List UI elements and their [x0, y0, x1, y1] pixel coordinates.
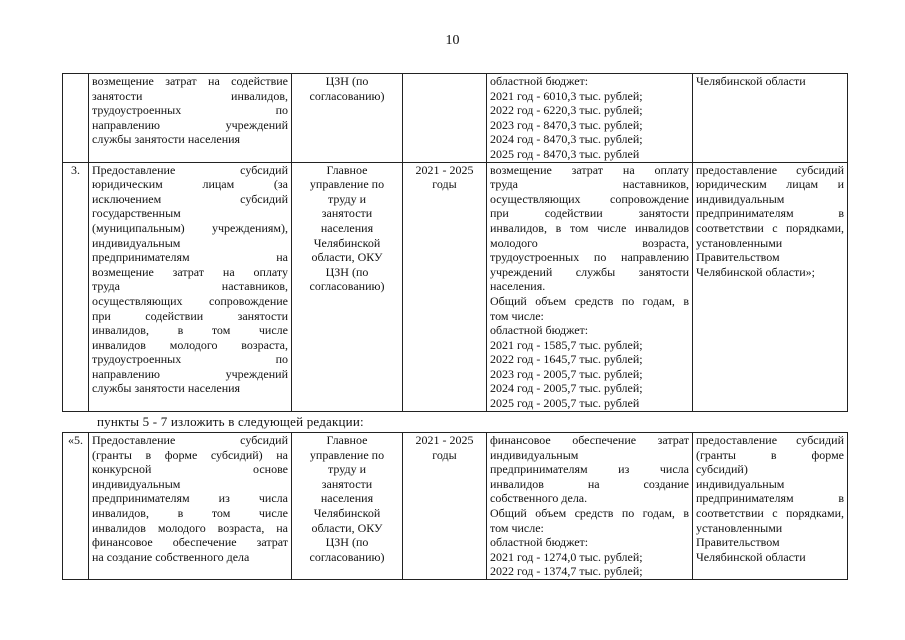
- cell-line: 2025 год - 8470,3 тыс. рублей: [490, 146, 640, 161]
- cell-line: труда наставников,: [490, 177, 689, 192]
- cell-line: финансовое обеспечение затрат: [490, 433, 689, 447]
- cell-line: управление по: [309, 447, 385, 462]
- cell-line: том числе:: [490, 308, 544, 323]
- cell-line: осуществляющих сопровождение: [490, 191, 689, 206]
- cell-line: том числе:: [490, 520, 544, 535]
- cell-line: Главное: [326, 162, 368, 177]
- cell-line: юридическим лицам (за: [92, 177, 288, 192]
- cell-line: 2022 год - 1374,7 тыс. рублей;: [490, 564, 643, 579]
- cell-line: Челябинской области»;: [696, 264, 815, 279]
- cell-line: соответствии с порядками,: [696, 505, 844, 520]
- cell-line: инвалидов, в том числе: [92, 505, 288, 520]
- period-cell: 2021 - 2025 годы: [403, 433, 487, 580]
- cell-line: Челябинской области: [696, 74, 806, 88]
- result-cell: [693, 433, 848, 580]
- cell-line: 2021 год - 1274,0 тыс. рублей;: [490, 549, 643, 564]
- cell-line: занятости инвалидов,: [92, 88, 288, 103]
- cell-line: соответствии с порядками,: [696, 220, 844, 235]
- cell-line: индивидуальным: [696, 191, 785, 206]
- cell-line: предпринимателям в: [696, 491, 844, 506]
- cell-line: 2025 год - 2005,7 тыс. рублей: [490, 396, 640, 411]
- cell-line: (гранты в форме субсидий) на: [92, 447, 288, 462]
- measures-table-bottom: [62, 432, 848, 580]
- cell-line: населения.: [490, 279, 546, 294]
- funding-cell: [487, 162, 693, 411]
- row-number-cell: [63, 74, 89, 163]
- cell-line: государственным: [92, 206, 181, 221]
- description-cell: [89, 433, 292, 580]
- cell-line: индивидуальным: [92, 235, 181, 250]
- cell-line: Челябинской: [313, 235, 381, 250]
- cell-line: возмещение затрат на оплату: [490, 162, 689, 177]
- cell-line: предоставление субсидий: [696, 162, 844, 177]
- cell-line: трудоустроенных по: [92, 352, 288, 367]
- cell-line: инвалидов молодого возраста, на: [92, 520, 288, 535]
- cell-line: населения: [320, 491, 374, 506]
- cell-line: службы занятости населения: [92, 132, 241, 147]
- cell-line: управление по: [309, 177, 385, 192]
- cell-line: труда наставников,: [92, 279, 288, 294]
- cell-line: согласованию): [309, 549, 385, 564]
- cell-line: 2022 год - 6220,3 тыс. рублей;: [490, 103, 643, 118]
- cell-line: Предоставление субсидий: [92, 162, 288, 177]
- cell-line: предпринимателям на: [92, 250, 288, 265]
- cell-line: 2024 год - 8470,3 тыс. рублей;: [490, 132, 643, 147]
- cell-line: областной бюджет:: [490, 74, 589, 88]
- cell-line: (гранты в форме: [696, 447, 844, 462]
- cell-line: конкурсной основе: [92, 462, 288, 477]
- cell-line: собственного дела.: [490, 491, 588, 506]
- page-number: 10: [445, 33, 460, 48]
- cell-line: областной бюджет:: [490, 535, 589, 550]
- table-row: [63, 74, 848, 163]
- section-heading: пункты 5 - 7 изложить в следующей редакции:: [97, 414, 364, 429]
- cell-line: финансовое обеспечение затрат: [92, 535, 288, 550]
- cell-line: возмещение затрат на содействие: [92, 74, 288, 88]
- cell-line: предпринимателям из числа: [490, 462, 689, 477]
- cell-line: предпринимателям из числа: [92, 491, 288, 506]
- cell-line: ЦЗН (по: [325, 74, 369, 88]
- cell-line: учреждений службы занятости: [490, 264, 689, 279]
- cell-line: труду и: [327, 462, 366, 477]
- cell-line: (муниципальным) учреждениям),: [92, 220, 288, 235]
- row-number-cell: «5.: [63, 433, 89, 580]
- cell-line: юридическим лицам и: [696, 177, 844, 192]
- cell-line: 2022 год - 1645,7 тыс. рублей;: [490, 352, 643, 367]
- cell-line: инвалидов молодого возраста,: [92, 337, 288, 352]
- funding-cell: [487, 74, 693, 163]
- cell-line: Предоставление субсидий: [92, 433, 288, 447]
- cell-line: при содействии занятости: [490, 206, 689, 221]
- cell-line: направлению учреждений: [92, 117, 288, 132]
- table-row: [63, 433, 848, 580]
- cell-line: индивидуальным: [92, 476, 181, 491]
- cell-line: предоставление субсидий: [696, 433, 844, 447]
- cell-line: инвалидов, в том числе инвалидов: [490, 220, 689, 235]
- cell-line: при содействии занятости: [92, 308, 288, 323]
- cell-line: Правительством: [696, 535, 780, 550]
- cell-line: занятости: [321, 206, 373, 221]
- description-cell: [89, 162, 292, 411]
- cell-line: установленными: [696, 520, 783, 535]
- cell-line: инвалидов на создание: [490, 476, 689, 491]
- cell-line: 2021 год - 1585,7 тыс. рублей;: [490, 337, 643, 352]
- cell-line: 2023 год - 8470,3 тыс. рублей;: [490, 117, 643, 132]
- cell-line: субсидий): [696, 462, 748, 477]
- period-cell: 2021 - 2025 годы: [403, 162, 487, 411]
- row-number-cell: 3.: [63, 162, 89, 411]
- cell-line: исключением субсидий: [92, 191, 288, 206]
- cell-line: инвалидов, в том числе: [92, 323, 288, 338]
- cell-line: Общий объем средств по годам, в: [490, 505, 689, 520]
- cell-line: 2021 год - 6010,3 тыс. рублей;: [490, 88, 643, 103]
- cell-line: областной бюджет:: [490, 323, 589, 338]
- cell-line: Общий объем средств по годам, в: [490, 293, 689, 308]
- cell-line: 2023 год - 2005,7 тыс. рублей;: [490, 366, 643, 381]
- cell-line: труду и: [327, 191, 366, 206]
- cell-line: населения: [320, 220, 374, 235]
- cell-line: предпринимателям в: [696, 206, 844, 221]
- cell-line: области, ОКУ: [311, 250, 383, 265]
- cell-line: Челябинской области: [696, 549, 806, 564]
- cell-line: направлению учреждений: [92, 366, 288, 381]
- cell-line: индивидуальным: [696, 476, 785, 491]
- cell-line: Челябинской: [313, 505, 381, 520]
- cell-line: Правительством: [696, 250, 780, 265]
- cell-line: Главное: [326, 433, 368, 447]
- cell-line: службы занятости населения: [92, 381, 241, 396]
- cell-line: трудоустроенных по направлению: [490, 250, 689, 265]
- cell-line: осуществляющих сопровождение: [92, 293, 288, 308]
- funding-cell: [487, 433, 693, 580]
- table-row: [63, 162, 848, 411]
- result-cell: [693, 162, 848, 411]
- cell-line: области, ОКУ: [311, 520, 383, 535]
- executor-cell: [292, 162, 403, 411]
- cell-line: занятости: [321, 476, 373, 491]
- cell-line: 2024 год - 2005,7 тыс. рублей;: [490, 381, 643, 396]
- cell-line: установленными: [696, 235, 783, 250]
- executor-cell: [292, 74, 403, 163]
- cell-line: индивидуальным: [490, 447, 579, 462]
- cell-line: возмещение затрат на оплату: [92, 264, 288, 279]
- cell-line: на создание собственного дела: [92, 549, 250, 564]
- cell-line: согласованию): [309, 88, 385, 103]
- executor-cell: [292, 433, 403, 580]
- result-cell: [693, 74, 848, 163]
- cell-line: трудоустроенных по: [92, 103, 288, 118]
- description-cell: [89, 74, 292, 163]
- measures-table-top: [62, 73, 848, 412]
- cell-line: молодого возраста,: [490, 235, 689, 250]
- cell-line: согласованию): [309, 279, 385, 294]
- cell-line: ЦЗН (по: [325, 535, 369, 550]
- period-cell: [403, 74, 487, 163]
- cell-line: ЦЗН (по: [325, 264, 369, 279]
